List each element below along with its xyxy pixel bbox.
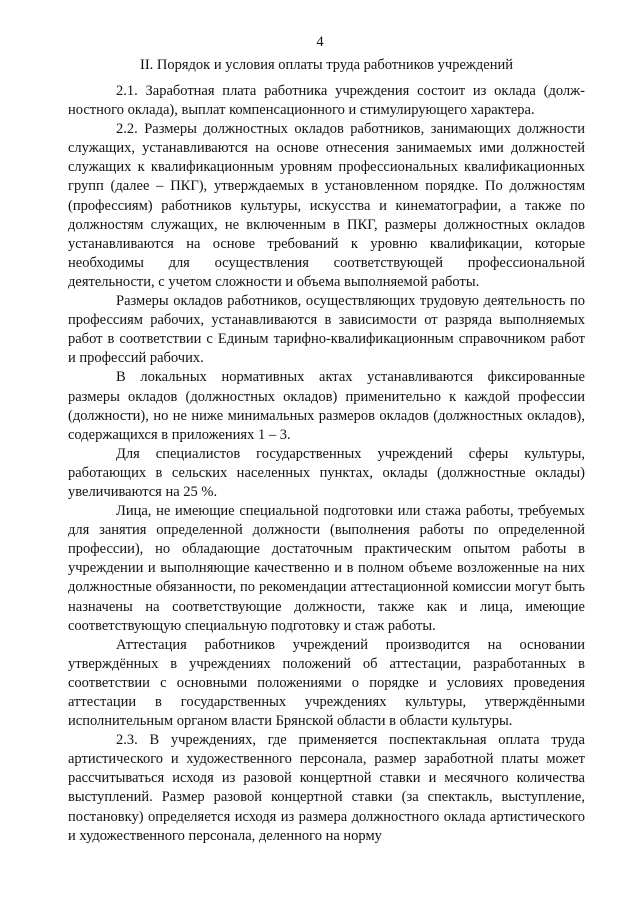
paragraph-local-acts: В локальных нормативных актах устанавливаются фиксированные размеры окладов (должностных окладов) применительно к каждой профессии (должности), но не ниже минимальных размеров окладов (должностных окладов), содержащихся в приложениях 1 – 3. — [68, 369, 585, 443]
paragraph-rural-specialists: Для специалистов государственных учреждений сферы культуры, работающих в сельских населенных пунктах, оклады (должностные оклады) увеличиваются на 25 %. — [68, 445, 585, 500]
page-number: 4 — [316, 34, 324, 50]
paragraph-worker-salaries: Размеры окладов работников, осуществляющих трудовую деятельность по профессиям рабочих, устанавливаются в зависимости от разряда выполняемых работ в соответствии с Единым тарифно-квалификационным справочником работ и профессий рабочих. — [68, 293, 585, 367]
section-heading: II. Порядок и условия оплаты труда работников учреждений — [139, 57, 513, 73]
paragraph-2-2: 2.2. Размеры должностных окладов работников, занимающих должности служащих, устанавливаются на основе отнесения занимаемых ими должностей служащих к квалификационным уровням профессиональных квалификационных групп (далее – ПКГ), утверждаемых в установленном порядке. По должностям (профессиям) работников культуры, искусства и кинематографии, а также по должностям служащих, не включенным в ПКГ, размеры должностных окладов устанавливаются на основе требований к уровню квалификации, которые необходимы для осуществления соответствующей профессиональной деятельности, с учетом сложности и объема выполняемой работы. — [68, 121, 585, 290]
paragraph-2-1: 2.1. Заработная плата работника учреждения состоит из оклада (должностного оклада), выплат компенсационного и стимулирующего характера. — [68, 83, 585, 119]
paragraph-2-3: 2.3. В учреждениях, где применяется поспектакльная оплата труда артистического и художественного персонала, размер заработной платы может рассчитываться исходя из разовой концертной ставки и месячного количества выступлений. Размер разовой концертной ставки (за спектакль, выступление, постановку) определяется исходя из размера должностного оклада артистического и художественного персонала, деленного на норму — [68, 732, 585, 844]
paragraph-persons-without-training: Лица, не имеющие специальной подготовки или стажа работы, требуемых для занятия определенной должности (выполнения работы по определенной профессии), но обладающие достаточным практическим опытом работы в учреждении и выполняющие качественно и в полном объеме возложенные на них должностные обязанности, по рекомендации аттестационной комиссии могут быть назначены на соответствующие должности, также как и лица, имеющие соответствующую специальную подготовку и стаж работы. — [68, 503, 585, 634]
document-body — [68, 82, 585, 846]
paragraph-attestation: Аттестация работников учреждений производится на основании утверждённых в учреждениях положений об аттестации, разработанных в соответствии с основными положениями о порядке и условиях проведения аттестации в государственных учреждениях культуры, утверждёнными исполнительным органом власти Брянской области в области культуры. — [68, 636, 585, 730]
